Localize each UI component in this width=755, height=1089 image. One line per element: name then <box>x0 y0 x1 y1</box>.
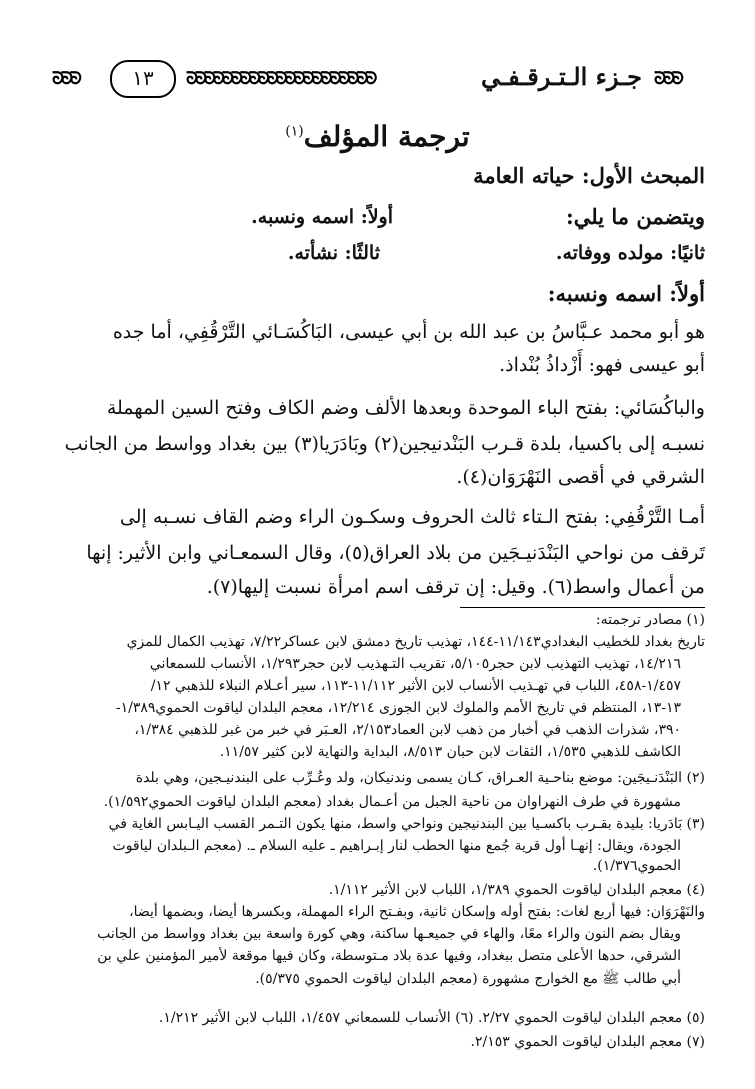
section-item-2: ثانيًا: مولده ووفاته. <box>555 242 705 264</box>
footnote-line: ١٣-١٣، المنتظم في تاريخ الأمم والملوك لابن الجوزى ١٢/٢١٤، معجم البلدان لياقوت الحموي١/٣٨٩- <box>115 700 681 716</box>
footnote-line: ويقال بضم النون والراء معًا، والهاء في جميعـها ساكنة، وهي كورة واسعة بين بغداد وواسط من الجانب <box>97 926 681 942</box>
ornament-middle-icon: ᘐᘐᘐᘐᘐᘐᘐᘐᘐᘐᘐᘐᘐᘐᘐᘐᘐᘐᘐᘐᘐ <box>186 70 375 88</box>
running-title: جـزء الـتـرقـفـي <box>481 62 642 91</box>
footnote-line: ١٤/٢١٦، تهذيب التهذيب لابن حجر٥/١٠٥، تقريب التـهذيب لابن حجر١/٢٩٣، الأنساب للسمعاني <box>149 656 681 672</box>
body-line: والباكُسَائي: بفتح الباء الموحدة وبعدها الألف وضم الكاف وفتح السين المهملة <box>106 397 705 419</box>
footnote-line: الكاشف للذهبي ١/٥٣٥، الثقات لابن حبان ٨/٥١٣، البداية والنهاية لابن كثير ١١/٥٧. <box>219 744 681 760</box>
footnote-line: (٢) البَنْدَنـيجَين: موضع بناحـية العـراق، كـان يسمى وندنيكان، ولد وعُـرِّب على البندنيـجين، وهي بلدة <box>135 770 705 786</box>
footnote-line: الجودة، ويقال: إنهـا أول قرية جُمع منها الحطب لنار إبـراهيم ـ عليه السلام ـ. (معجم الـبلدان لياقوت <box>112 838 681 854</box>
footnote-line: تاريخ بغداد للخطيب البغدادي١١/١٤٣-١٤٤، تهذيب تاريخ دمشق لابن عساكر٧/٢٢، تهذيب الكمال للمزي <box>126 634 705 650</box>
footnote-line: (٧) معجم البلدان لياقوت الحموي ٢/١٥٣. <box>470 1034 705 1050</box>
title-text: ترجمة المؤلف <box>303 120 470 153</box>
body-line: تَرقف من نواحي البَنْدَنيـجَين من بلاد العراق(٥)، وقال السمعـاني وابن الأثير: إنها <box>86 542 705 564</box>
section-heading: المبحث الأول: حياته العامة <box>473 163 705 188</box>
ornament-right-icon: ᘐᘐᘐ <box>654 70 681 88</box>
footnote-line: أبي طالب ﷺ مع الخوارج مشهورة (معجم البلدان لياقوت الحموي ٥/٣٧٥). <box>255 971 681 987</box>
body-line: أمـا التَّرْقُفِي: بفتح الـتاء ثالث الحروف وسكـون الراء وضم القاف نسـبه إلى <box>119 506 705 528</box>
section-item-1: أولاً: اسمه ونسبه. <box>251 206 393 228</box>
footnote-line: مشهورة في طرف النهراوان من ناحية الجبل من أعـمال بغداد (معجم البلدان لياقوت الحموي١/٥٩٢). <box>103 794 681 810</box>
page-number: ١٣ <box>132 66 154 90</box>
body-line: نسبـه إلى باكسيا، بلدة قـرب البَنْدنيجين(٢) وبَادَرَيا(٣) بين بغداد وواسط من الجانب <box>64 433 705 455</box>
footnote-line: ٣٩٠، شذرات الذهب في أخبار من ذهب لابن العماد٢/١٥٣، العـبَر في خبر من غبر للذهبي ١/٣٨٤، <box>134 722 681 738</box>
body-line: هو أبو محمد عـبَّاسُ بن عبد الله بن أبي عيسى، البَاكُسَـائي التَّرْقُفِي، أما جده <box>112 321 705 343</box>
body-line: الشرقي في أقصى النَهْرَوَان(٤). <box>456 466 705 488</box>
title-note-ref: (١) <box>285 123 304 140</box>
footnote-separator <box>460 607 705 608</box>
body-line: أبو عيسى فهو: أَزْداذُ بُنْداذ. <box>499 354 705 376</box>
page-title <box>0 120 755 153</box>
footnote-line: (٤) معجم البلدان لياقوت الحموي ١/٣٨٩، اللباب لابن الأثير ١/١١٢. <box>328 882 705 898</box>
footnote-line: والنَهْرَوَان: فيها أربع لغات: بفتح أوله وإسكان ثانية، وبفـتح الراء المهملة، وبكسرها أيضا، وبضمها أيضا، <box>129 904 705 920</box>
footnote-line: (٥) معجم البلدان لياقوت الحموي ٢/٢٧. (٦) الأنساب للسمعاني ١/٤٥٧، اللباب لابن الأثير ١/٢١٢. <box>158 1010 705 1026</box>
footnote-line: (٣) بَادَريا: بليدة بقـرب باكسـيا بين البندنيجين ونواحي واسط، منها يكون التـمر القسب اليـابس الغاية في <box>108 816 705 832</box>
footnote-line: الحموي١/٣٧٦). <box>592 858 681 874</box>
subsection-heading: أولاً: اسمه ونسبه: <box>547 281 705 306</box>
section-item-3: ثالثًا: نشأته. <box>287 242 380 264</box>
footnote-line: الشرقي، حدها الأعلى متصل ببغداد، وفيها عدة بلاد مـتوسطة، وكان فيها موقعة لأمير المؤمنين علي بن <box>97 948 681 964</box>
page-number-box <box>110 60 176 98</box>
footnote-line: ١/٤٥٧-٤٥٨، اللباب في تهـذيب الأنساب لابن الأثير ١١/١١٢-١١٣، سير أعـلام النبلاء للذهبي ١٢/ <box>150 678 681 694</box>
ornament-left-icon: ᘐᘐᘐ <box>52 70 79 88</box>
page-header <box>52 58 702 94</box>
body-line: من أعمال واسط(٦). وقيل: إن ترقف اسم امرأة نسبت إليها(٧). <box>206 576 705 598</box>
contains-label: ويتضمن ما يلي: <box>566 204 705 229</box>
footnote-line: (١) مصادر ترجمته: <box>595 612 705 628</box>
